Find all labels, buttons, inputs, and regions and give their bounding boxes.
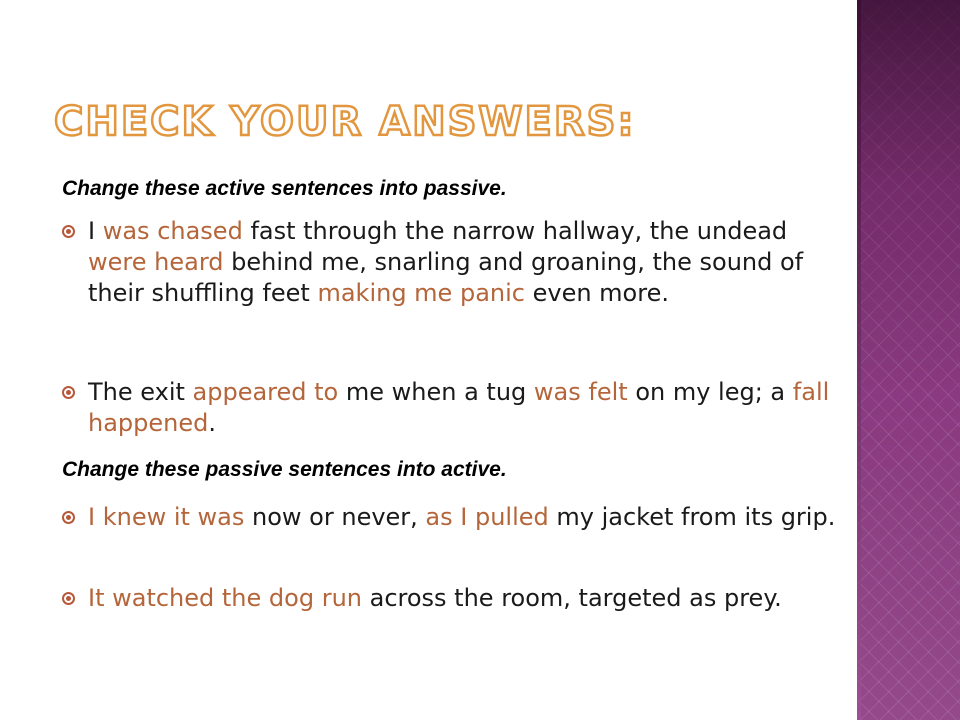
circled-dot-bullet-icon	[62, 592, 75, 605]
sentence-text: .	[208, 409, 217, 437]
sentence-text: now or never,	[244, 503, 426, 531]
highlighted-phrase: I knew it was	[88, 503, 245, 531]
list-item	[62, 216, 852, 309]
decorative-sidebar	[857, 0, 960, 720]
sentence-text: I	[88, 217, 103, 245]
circled-dot-bullet-icon	[62, 225, 75, 238]
list-item	[62, 502, 852, 533]
highlighted-phrase: fall happened	[88, 378, 830, 437]
sentence-text: on my leg; a	[627, 378, 793, 406]
highlighted-phrase: making me panic	[317, 279, 525, 307]
sentence-text: fast through the narrow hallway, the undead	[242, 217, 788, 245]
sentence-text: behind me, snarling and groaning, the sound of their shuffling feet	[88, 248, 804, 307]
list-item	[62, 377, 852, 439]
highlighted-phrase: was felt	[533, 378, 628, 406]
circled-dot-bullet-icon	[62, 511, 75, 524]
section-heading-passive-to-active: Change these passive sentences into active.	[62, 458, 507, 481]
sentence-text: The exit	[88, 378, 193, 406]
highlighted-phrase: as I pulled	[425, 503, 549, 531]
section-heading-active-to-passive: Change these active sentences into passive.	[62, 177, 507, 200]
slide-title: CHECK YOUR ANSWERS:	[54, 99, 636, 145]
highlighted-phrase: was chased	[102, 217, 243, 245]
sentence-text: even more.	[524, 279, 669, 307]
sentence-text: my jacket from its grip.	[548, 503, 836, 531]
highlighted-phrase: appeared to	[192, 378, 339, 406]
sentence-text: across the room, targeted as prey.	[361, 584, 782, 612]
list-item	[62, 583, 852, 614]
highlighted-phrase: It watched the dog run	[88, 584, 362, 612]
circled-dot-bullet-icon	[62, 386, 75, 399]
highlighted-phrase: were heard	[88, 248, 224, 276]
sentence-text: me when a tug	[338, 378, 534, 406]
